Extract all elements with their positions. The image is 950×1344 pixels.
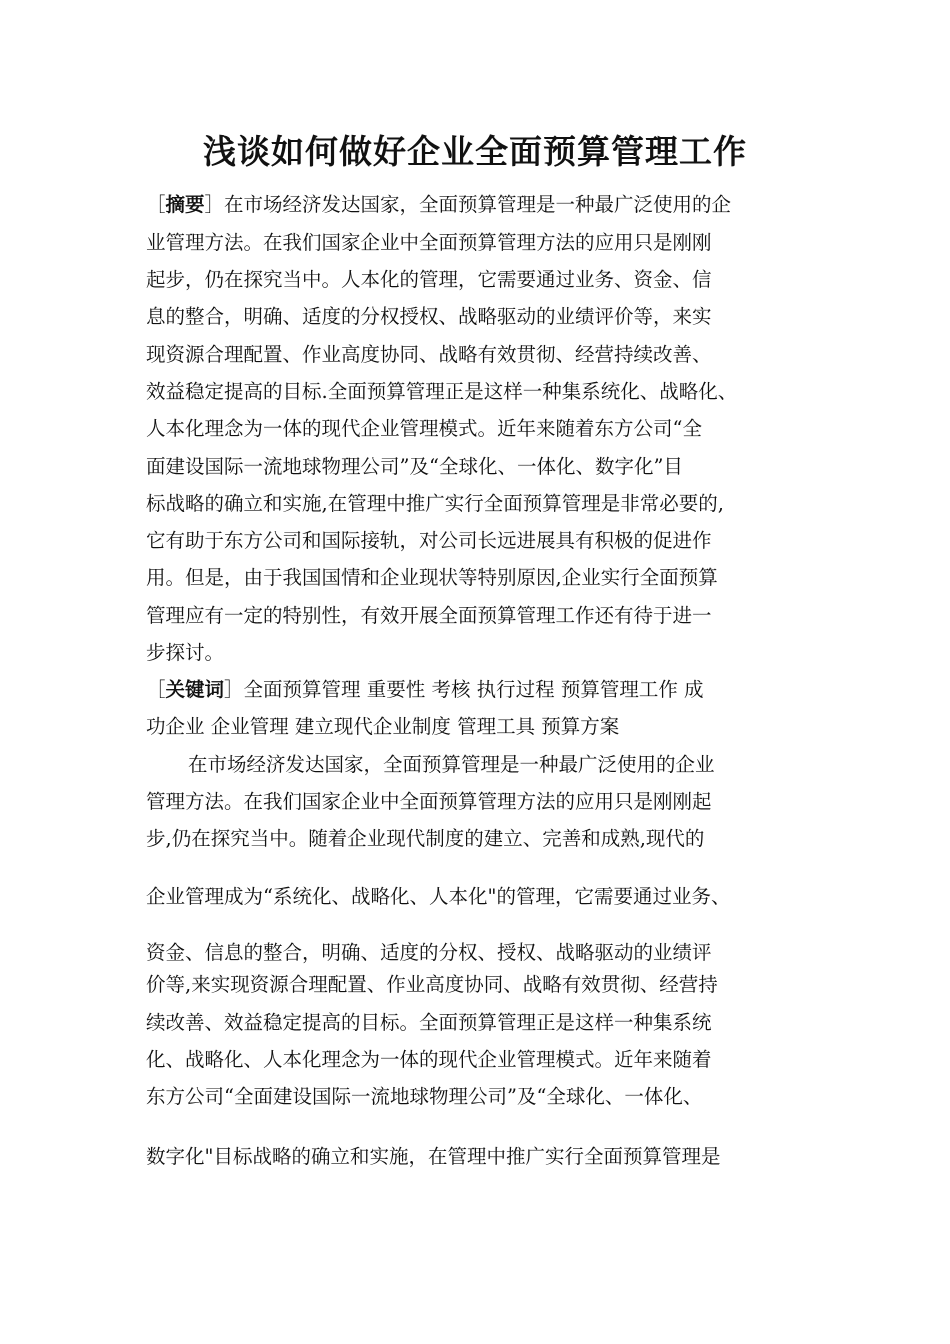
abstract-line: 业管理方法。在我们国家企业中全面预算管理方法的应用只是刚刚 [146, 231, 712, 254]
body-line: 化、战略化、人本化理念为一体的现代企业管理模式。近年来随着 [146, 1048, 712, 1071]
keywords-label: 关键词 [165, 678, 225, 701]
abstract-line: 管理应有一定的特别性，有效开展全面预算管理工作还有待于进一 [146, 604, 712, 627]
keywords-line [146, 675, 704, 705]
body-line: 资金、信息的整合，明确、适度的分权、授权、战略驱动的业绩评 [146, 941, 712, 964]
abstract-line: 它有助于东方公司和国际接轨，对公司长远进展具有积极的促进作 [146, 529, 712, 552]
body-line: 东方公司“全面建设国际一流地球物理公司”及“全球化、一体化、 [146, 1085, 703, 1108]
body-line: 续改善、效益稳定提高的目标。全面预算管理正是这样一种集系统 [146, 1011, 712, 1034]
abstract-line: 人本化理念为一体的现代企业管理模式。近年来随着东方公司“全 [146, 417, 702, 440]
abstract-line: 现资源合理配置、作业高度协同、战略有效贯彻、经营持续改善、 [146, 343, 712, 366]
keywords-label-open: ［ [146, 678, 166, 701]
body-line: 数字化"目标战略的确立和实施，在管理中推广实行全面预算管理是 [146, 1145, 721, 1168]
abstract-line: 标战略的确立和实施,在管理中推广实行全面预算管理是非常必要的, [146, 492, 724, 515]
body-line: 价等,来实现资源合理配置、作业高度协同、战略有效贯彻、经营持 [146, 973, 718, 996]
keywords-label-close: ］ [224, 678, 244, 701]
abstract-line: 步探讨。 [146, 641, 225, 664]
document-title: 浅谈如何做好企业全面预算管理工作 [203, 132, 747, 171]
keywords-line: 功企业 企业管理 建立现代企业制度 管理工具 预算方案 [146, 715, 620, 738]
abstract-line: 息的整合，明确、适度的分权授权、战略驱动的业绩评价等，来实 [146, 305, 712, 328]
abstract-label-close: ］ [204, 193, 225, 216]
abstract-label-open: ［ [146, 193, 166, 216]
abstract-line: 起步，仍在探究当中。人本化的管理，它需要通过业务、资金、信 [146, 268, 712, 291]
body-line: 管理方法。在我们国家企业中全面预算管理方法的应用只是刚刚起 [146, 790, 712, 813]
body-line: 在市场经济发达国家，全面预算管理是一种最广泛使用的企业 [188, 753, 715, 776]
abstract-text: 在市场经济发达国家，全面预算管理是一种最广泛使用的企 [224, 193, 732, 216]
abstract-line: 用。但是，由于我国国情和企业现状等特别原因,企业实行全面预算 [146, 566, 718, 589]
abstract-label: 摘要 [165, 193, 205, 216]
body-line: 企业管理成为“系统化、战略化、人本化"的管理，它需要通过业务、 [146, 885, 731, 908]
body-line: 步,仍在探究当中。随着企业现代制度的建立、完善和成熟,现代的 [146, 827, 705, 850]
abstract-line [146, 190, 731, 220]
abstract-line: 效益稳定提高的目标.全面预算管理正是这样一种集系统化、战略化、 [146, 380, 738, 403]
keywords-text: 全面预算管理 重要性 考核 执行过程 预算管理工作 成 [243, 678, 704, 701]
abstract-line: 面建设国际一流地球物理公司”及“全球化、一体化、数字化”目 [146, 455, 683, 478]
